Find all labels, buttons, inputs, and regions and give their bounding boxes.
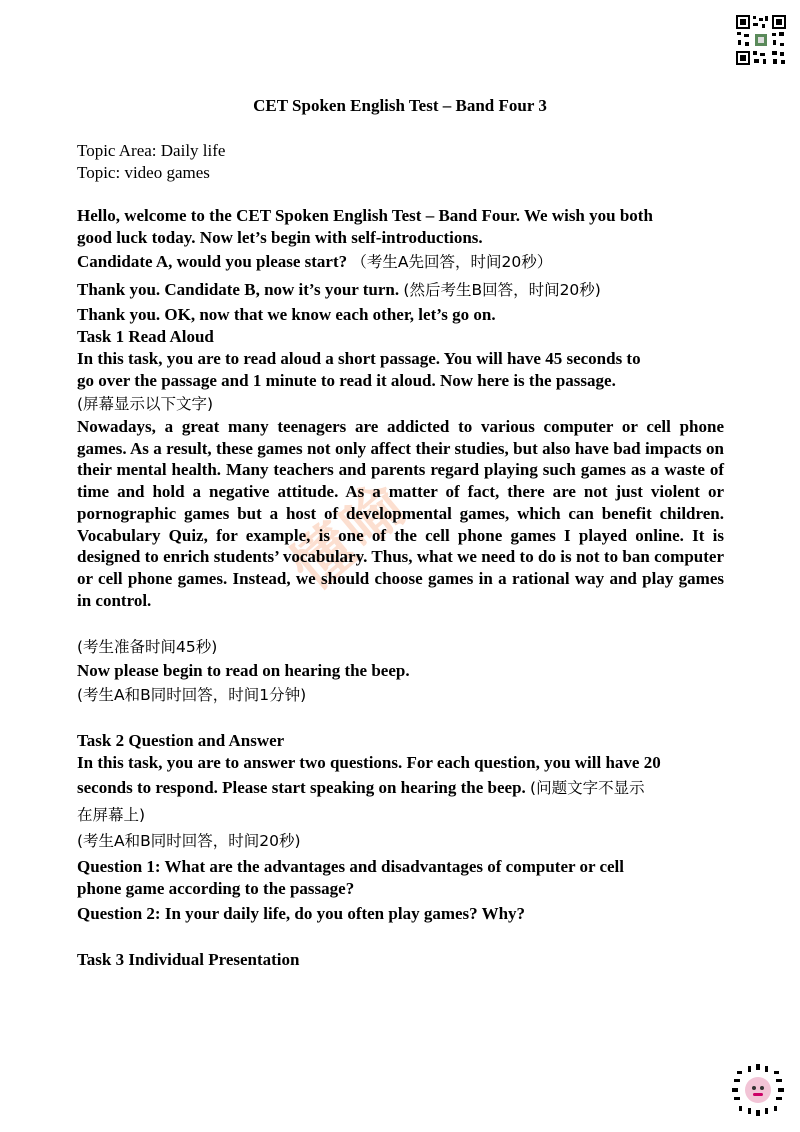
answer-note-1: (考生A和B同时回答，时间1分钟) [77, 686, 307, 704]
watermark: 懂喻 [278, 467, 422, 604]
question-1-line-2: phone game according to the passage? [77, 879, 355, 898]
candidate-a-line [77, 251, 727, 273]
question-1-line-1: Question 1: What are the advantages and disadvantages of computer or cell [77, 857, 625, 876]
candidate-a-text: Candidate A, would you please start? [77, 252, 348, 271]
answer-note-2: (考生A和B同时回答，时间20秒) [77, 832, 301, 850]
intro-line-2: good luck today. Now let’s begin with self-introductions. [77, 228, 483, 247]
task1-title: Task 1 Read Aloud [77, 327, 214, 346]
task1-instruction-2: go over the passage and 1 minute to read it aloud. Now here is the passage. [77, 371, 616, 390]
task2-instruction-1: In this task, you are to answer two questions. For each question, you will have 20 [77, 753, 661, 772]
prep-note: (考生准备时间45秒) [77, 638, 218, 656]
task3-title: Task 3 Individual Presentation [77, 950, 300, 969]
task2-instruction-2-text: seconds to respond. Please start speaking on hearing the beep. [77, 778, 526, 797]
task2-note-part-1: (问题文字不显示 [530, 779, 645, 797]
page-title: CET Spoken English Test – Band Four 3 [253, 96, 547, 115]
screen-note: (屏幕显示以下文字) [77, 395, 214, 413]
task2-instruction-2 [77, 777, 727, 799]
topic: Topic: video games [77, 163, 210, 182]
reading-passage: Nowadays, a great many teenagers are addicted to various computer or cell phone games. As a result, these games not only affect their studies, but also have bad impacts on their mental health. Many teachers and parents regard playing such games as a waste of time and hold a negative attitude. As a matter of fact, there are not just violent or pornographic games but a host of developmental games, which can benefit children. Vocabulary Quiz, for example, is one of the cell phone games I played online. It is designed to enrich students’ vocabulary. Thus, what we need to do is not to ban computer or cell phone games. Instead, we should choose games in a rational way and play games in control. [77, 417, 724, 610]
mini-program-code-icon [730, 1062, 786, 1118]
qr-code-icon [735, 14, 787, 66]
candidate-b-text: Thank you. Candidate B, now it’s your turn. [77, 280, 400, 299]
begin-reading-line: Now please begin to read on hearing the beep. [77, 661, 410, 680]
intro-line-1: Hello, welcome to the CET Spoken English Test – Band Four. We wish you both [77, 206, 653, 225]
task2-title: Task 2 Question and Answer [77, 731, 285, 750]
question-2: Question 2: In your daily life, do you often play games? Why? [77, 904, 526, 923]
topic-area: Topic Area: Daily life [77, 141, 226, 160]
candidate-a-note: （考生A先回答，时间20秒） [351, 253, 553, 271]
candidate-b-line [77, 279, 727, 301]
task2-note-part-2: 在屏幕上) [77, 806, 146, 824]
task1-instruction-1: In this task, you are to read aloud a short passage. You will have 45 seconds to [77, 349, 641, 368]
candidate-b-note: (然后考生B回答，时间20秒) [403, 281, 601, 299]
go-on-line: Thank you. OK, now that we know each other, let’s go on. [77, 305, 496, 324]
